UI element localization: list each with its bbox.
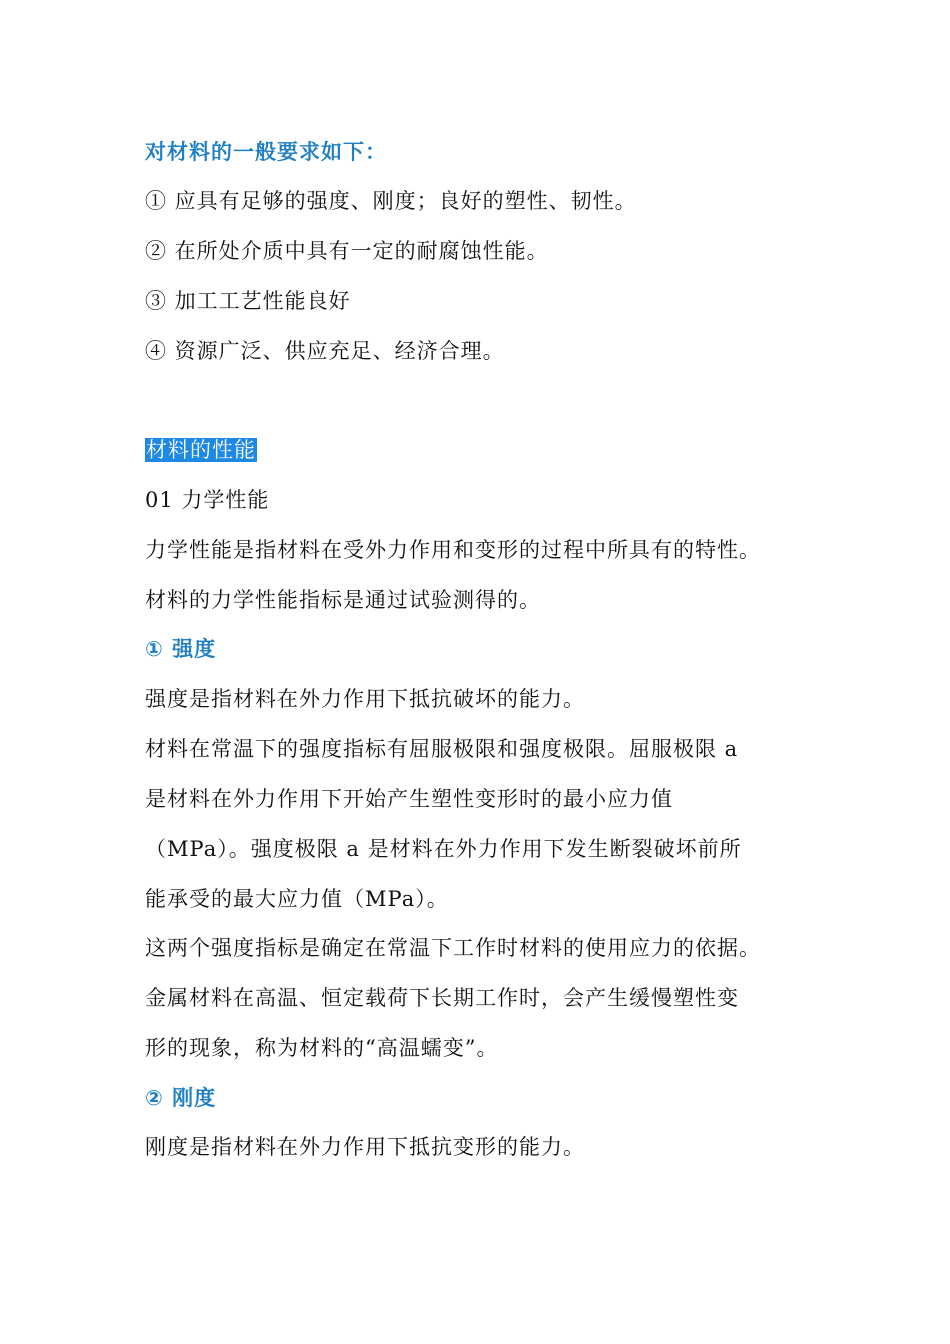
section-title-wrapper bbox=[145, 435, 257, 465]
strength-line-4: （MPa）。强度极限 a 是材料在外力作用下发生断裂破坏前所 bbox=[145, 837, 742, 861]
subsection-title: 01 力学性能 bbox=[145, 488, 270, 512]
requirement-item-3: ③ 加工工艺性能良好 bbox=[145, 289, 351, 313]
strength-heading: ① 强度 bbox=[145, 637, 217, 661]
section-title: 材料的性能 bbox=[146, 438, 256, 462]
requirements-heading: 对材料的一般要求如下： bbox=[145, 140, 387, 164]
intro-line-1: 力学性能是指材料在受外力作用和变形的过程中所具有的特性。 bbox=[145, 538, 761, 562]
strength-line-7: 金属材料在高温、恒定载荷下长期工作时，会产生缓慢塑性变 bbox=[145, 986, 739, 1010]
strength-line-1: 强度是指材料在外力作用下抵抗破坏的能力。 bbox=[145, 687, 585, 711]
requirement-item-2: ② 在所处介质中具有一定的耐腐蚀性能。 bbox=[145, 239, 549, 263]
strength-line-2: 材料在常温下的强度指标有屈服极限和强度极限。屈服极限 a bbox=[145, 737, 739, 761]
stiffness-heading: ② 刚度 bbox=[145, 1086, 217, 1110]
strength-line-3: 是材料在外力作用下开始产生塑性变形时的最小应力值 bbox=[145, 787, 673, 811]
strength-line-8: 形的现象，称为材料的“高温蠕变”。 bbox=[145, 1036, 499, 1060]
strength-line-5: 能承受的最大应力值（MPa）。 bbox=[145, 887, 449, 911]
stiffness-line-1: 刚度是指材料在外力作用下抵抗变形的能力。 bbox=[145, 1135, 585, 1159]
intro-line-2: 材料的力学性能指标是通过试验测得的。 bbox=[145, 588, 541, 612]
requirement-item-1: ① 应具有足够的强度、刚度；良好的塑性、韧性。 bbox=[145, 189, 637, 213]
requirement-item-4: ④ 资源广泛、供应充足、经济合理。 bbox=[145, 339, 505, 363]
strength-line-6: 这两个强度指标是确定在常温下工作时材料的使用应力的依据。 bbox=[145, 936, 761, 960]
